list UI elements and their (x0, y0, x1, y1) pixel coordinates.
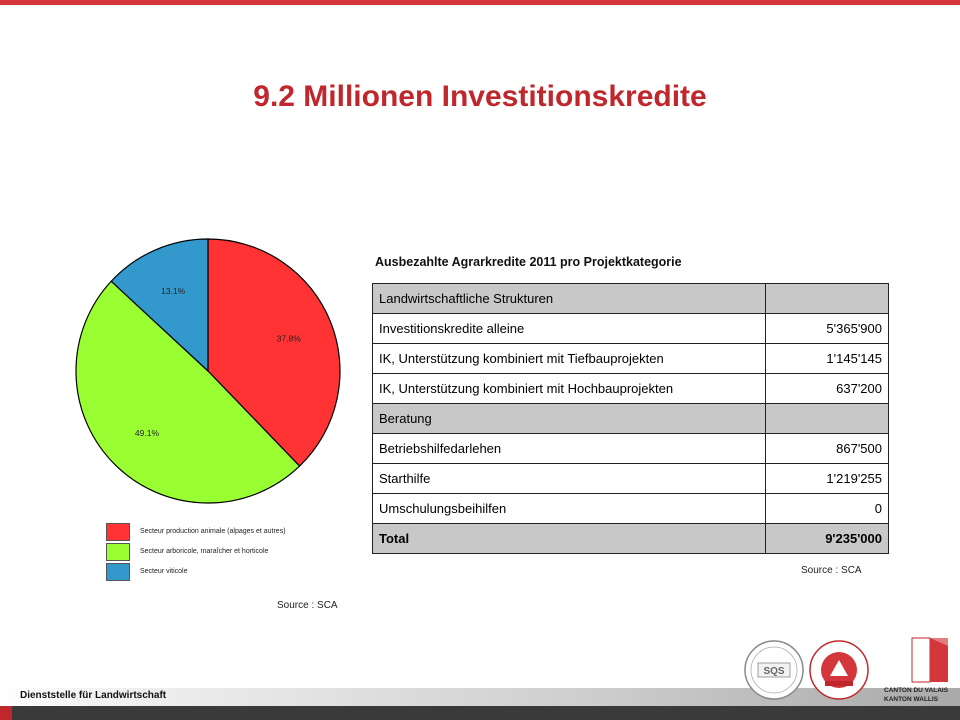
row-value: 5'365'900 (766, 314, 889, 344)
row-label: Betriebshilfedarlehen (373, 434, 766, 464)
row-value: 867'500 (766, 434, 889, 464)
footer-red-accent (0, 706, 12, 720)
sqs-seal-logo (745, 641, 803, 699)
row-label: Investitionskredite alleine (373, 314, 766, 344)
row-label: Beratung (373, 404, 766, 434)
table-row-header (373, 284, 889, 314)
row-label: IK, Unterstützung kombiniert mit Hochbauprojekten (373, 374, 766, 404)
page-title: 9.2 Millionen Investitionskredite (253, 80, 707, 113)
row-value: 637'200 (766, 374, 889, 404)
top-accent-bar (0, 0, 960, 5)
row-value: 1'145'145 (766, 344, 889, 374)
legend-label-animal: Secteur production animale (alpages et autres) (140, 528, 286, 535)
row-label: Starthilfe (373, 464, 766, 494)
pie-label-arboricole: 49.1% (134, 428, 160, 439)
table-row (373, 374, 889, 404)
seal-text: SQS (763, 666, 785, 677)
pie-source-note: Source : SCA (277, 600, 338, 611)
row-value: 9'235'000 (766, 524, 889, 554)
row-value: 1'219'255 (766, 464, 889, 494)
legend-item-arboricole (106, 542, 286, 561)
row-label: Total (373, 524, 766, 554)
pie-label-animal: 37.8% (276, 333, 301, 344)
valais-coat-of-arms-icon (910, 636, 950, 684)
footer-department-label: Dienststelle für Landwirtschaft (20, 690, 167, 701)
logo-group (742, 636, 882, 706)
table-row (373, 344, 889, 374)
legend-swatch-animal (106, 523, 130, 541)
pie-chart (70, 238, 350, 518)
canton-label-de: KANTON WALLIS (884, 696, 939, 703)
footer-dark-bar (0, 706, 960, 720)
table-heading: Ausbezahlte Agrarkredite 2011 pro Projektkategorie (375, 255, 682, 269)
table-row-header (373, 404, 889, 434)
table-row (373, 494, 889, 524)
row-label: Landwirtschaftliche Strukturen (373, 284, 766, 314)
legend-swatch-viticole (106, 563, 130, 581)
legend-label-viticole: Secteur viticole (140, 568, 188, 575)
row-value (766, 404, 889, 434)
table-row (373, 314, 889, 344)
legend-swatch-arboricole (106, 543, 130, 561)
canton-label-fr: CANTON DU VALAIS (884, 687, 949, 694)
pie-legend (106, 522, 286, 582)
legend-item-animal (106, 522, 286, 541)
row-label: IK, Unterstützung kombiniert mit Tiefbauprojekten (373, 344, 766, 374)
table-row-total (373, 524, 889, 554)
table-row (373, 464, 889, 494)
row-value (766, 284, 889, 314)
row-label: Umschulungsbeihilfen (373, 494, 766, 524)
canton-label (884, 686, 948, 704)
legend-label-arboricole: Secteur arboricole, maraîcher et horticole (140, 548, 269, 555)
pie-label-viticole: 13.1% (161, 286, 186, 297)
row-value: 0 (766, 494, 889, 524)
table-source-note: Source : SCA (801, 565, 862, 576)
table-row (373, 434, 889, 464)
legend-item-viticole (106, 562, 286, 581)
credits-table (372, 283, 889, 554)
valais-excellence-logo (810, 641, 868, 699)
